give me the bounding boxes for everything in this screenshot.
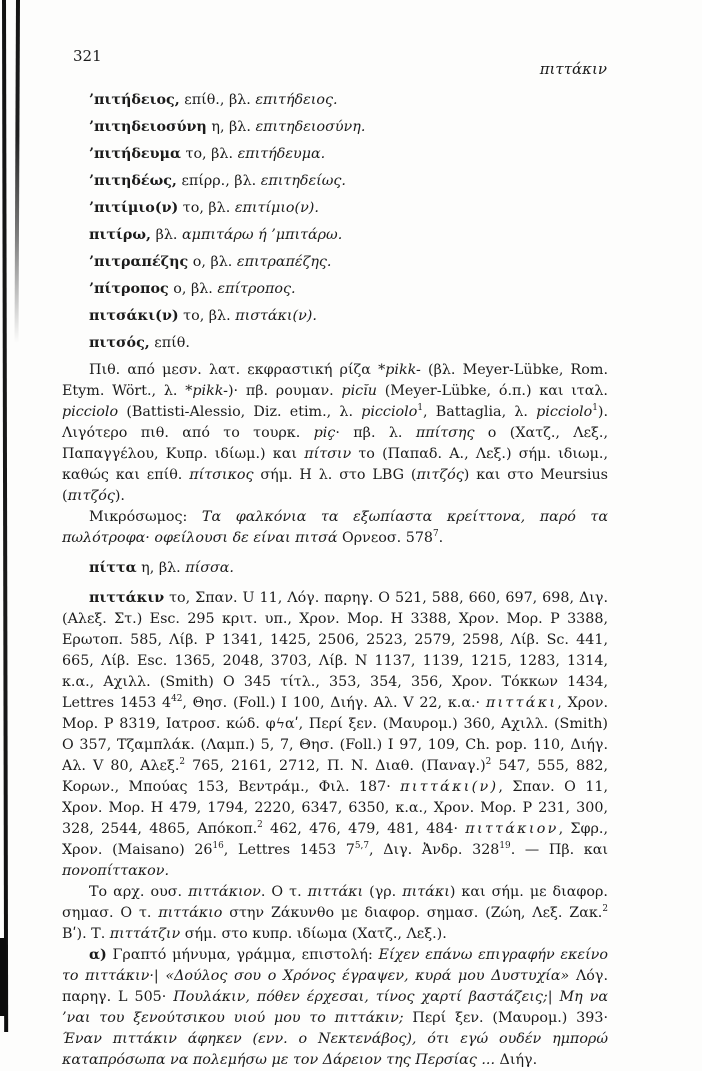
para-quote-orneos: Μικρόσωμος: Τα φαλκόνια τα εξωπίαστα κρείττονα, παρό τα πωλότροφα· οφείλουσι δε είναι πιτσά Ορνεοσ. $578^7$.	[62, 509, 608, 546]
entry-pitiro: πιτίρω, βλ. αμπιτάρω ή ’μπιτάρω.	[89, 227, 343, 243]
para-etymology-pitsos: Πιθ. από μεσν. λατ. εκφραστική ρίζα *pikk- (βλ. Meyer-Lübke, Rom. Etym. Wört., λ. *pikk-)· πβ. ρουμαν. picĭu (Meyer-Lübke, ό.π.) και ιταλ. picciolo (Battisti-Alessio, Diz. etim., λ. picciolo$^1$, Battaglia, λ. picciolo$^1$). Λιγότερο πιθ. από το τουρκ. piç· πβ. λ. ππίτσης ο (Χατζ., Λεξ., Παπαγγέλου, Κυπρ. ιδίωμ.) και πίτσιν το (Παπαδ. Α., Λεξ.) σήμ. ιδιωμ., καθώς και επίθ. πίτσικος σήμ. Η λ. στο LBG (πιτζός) και στο Meursius (πιτζός).	[62, 362, 609, 504]
entry-pitideiosyni: ’πιτηδειοσύνη η, βλ. επιτηδειοσύνη.	[89, 119, 366, 135]
entry-pitideos-adverb: ’πιτηδέως, επίρρ., βλ. επιτηδείως.	[89, 173, 346, 189]
entry-pitropos: ’πίτροπος ο, βλ. επίτροπος.	[89, 281, 296, 297]
entry-pitideyma: ’πιτήδευμα το, βλ. επιτήδευμα.	[89, 146, 326, 162]
scan-artifact-inner-line	[14, 0, 20, 343]
page-number: 321	[73, 47, 102, 65]
entry-pitimion: ’πιτίμιο(ν) το, βλ. επιτίμιο(ν).	[89, 200, 319, 216]
entry-pitta: πίττα η, βλ. πίσσα.	[89, 560, 234, 576]
entry-pitsakin: πιτσάκι(ν) το, βλ. πιστάκι(ν).	[89, 308, 317, 324]
scan-artifact-left-line	[2, 0, 8, 1032]
scan-artifact-bottom-bar	[0, 938, 6, 1016]
entry-pitideios: ’πιτήδειος, επίθ., βλ. επιτήδειος.	[89, 92, 338, 108]
entry-pitrapezis: ’πιτραπέζης ο, βλ. επιτραπέζης.	[89, 254, 332, 270]
para-pittakin-sense-a: α) Γραπτό μήνυμα, γράμμα, επιστολή: Είχεν επάνω επιγραφήν εκείνο το πιττάκιν·| «Δούλος σου ο Χρόνος έγραψεν, κυρά μου Δυστυχία» Λόγ. παρηγ. L 505· Πουλάκιν, πόθεν έρχεσαι, τίνος χαρτί βαστάζεις;| Μη να ’ναι του ξενούτσικου υιού μου το πιττάκιν; Περί ξεν. (Μαυρομ.) 393· Έναν πιττάκιν άφηκεν (ενν. ο Νεκτενάβος), ότι εγώ ουδέν ημπορώ καταπρόσωπα να πολεμήσω με τον Δάρειον της Περσίας ... Διήγ.	[62, 947, 608, 1068]
entry-pittakin-citations: πιττάκιν το, Σπαν. U 11, Λόγ. παρηγ. Ο 521, 588, 660, 697, 698, Διγ. (Αλεξ. Στ.) Esc. 295 κριτ. υπ., Χρον. Μορ. Η 3388, Χρον. Μορ. Ρ 3388, Ερωτοπ. 585, Λίβ. Ρ 1341, 1425, 2506, 2523, 2579, 2598, Λίβ. Sc. 441, 665, Λίβ. Esc. 1365, 2048, 3703, Λίβ. Ν 1137, 1139, 1215, 1283, 1314, κ.α., Αχιλλ. (Smith) Ο 345 τίτλ., 353, 354, 356, Χρον. Τόκκων 1434, Lettres 1453 $4^{42}$, Θησ. (Foll.) Ι 100, Διήγ. Αλ. V 22, κ.α.· πιττάκι, Χρον. Μορ. Ρ 8319, Ιατροσ. κώδ. φϟαʹ, Περί ξεν. (Μαυρομ.) 360, Αχιλλ. (Smith) Ο 357, Τζαμπλάκ. (Λαμπ.) 5, 7, Θησ. (Foll.) Ι 97, 109, Ch. pop. 110, Διήγ. Αλ. V 80, Αλεξ.$^2$ 765, 2161, 2712, Π. Ν. Διαθ. $(\Pi\alpha\nu\alpha\gamma.)^2$ 547, 555, 882, Κορων., Μπούας 153, Βεντράμ., Φιλ. 187· πιττάκι(ν), Σπαν. Ο 11, Χρον. Μορ. Η 479, 1794, 2220, 6347, 6350, κ.α., Χρον. Μορ. Ρ 231, 300, 328, 2544, 4865, Απόκοπ.$^2$ 462, 476, 479, 481, 484· πιττάκιον, Σφρ., Χρον. (Maisano) $26^{16}$, Lettres 1453 7$^{5,7}$, Διγ. Ἀνδρ. $328^{19}$. — Πβ. και πονοπίττακον.	[62, 590, 609, 879]
dictionary-text-block	[62, 90, 608, 1071]
para-pittakin-etymology: Το αρχ. ουσ. πιττάκιον. Ο τ. πιττάκι (γρ. πιτάκι) και σήμ. με διαφορ. σημασ. Ο τ. πιττάκιο στην Ζάκυνθο με διαφορ. σημασ. (Ζώη, Λεξ. Ζακ.$^2$ Βʹ). Τ. πιττάτζιν σήμ. στο κυπρ. ιδίωμα (Χατζ., Λεξ.).	[62, 884, 608, 942]
running-head: πιττάκιν	[539, 60, 607, 78]
entry-pitsos: πιτσός, επίθ.	[89, 335, 190, 351]
